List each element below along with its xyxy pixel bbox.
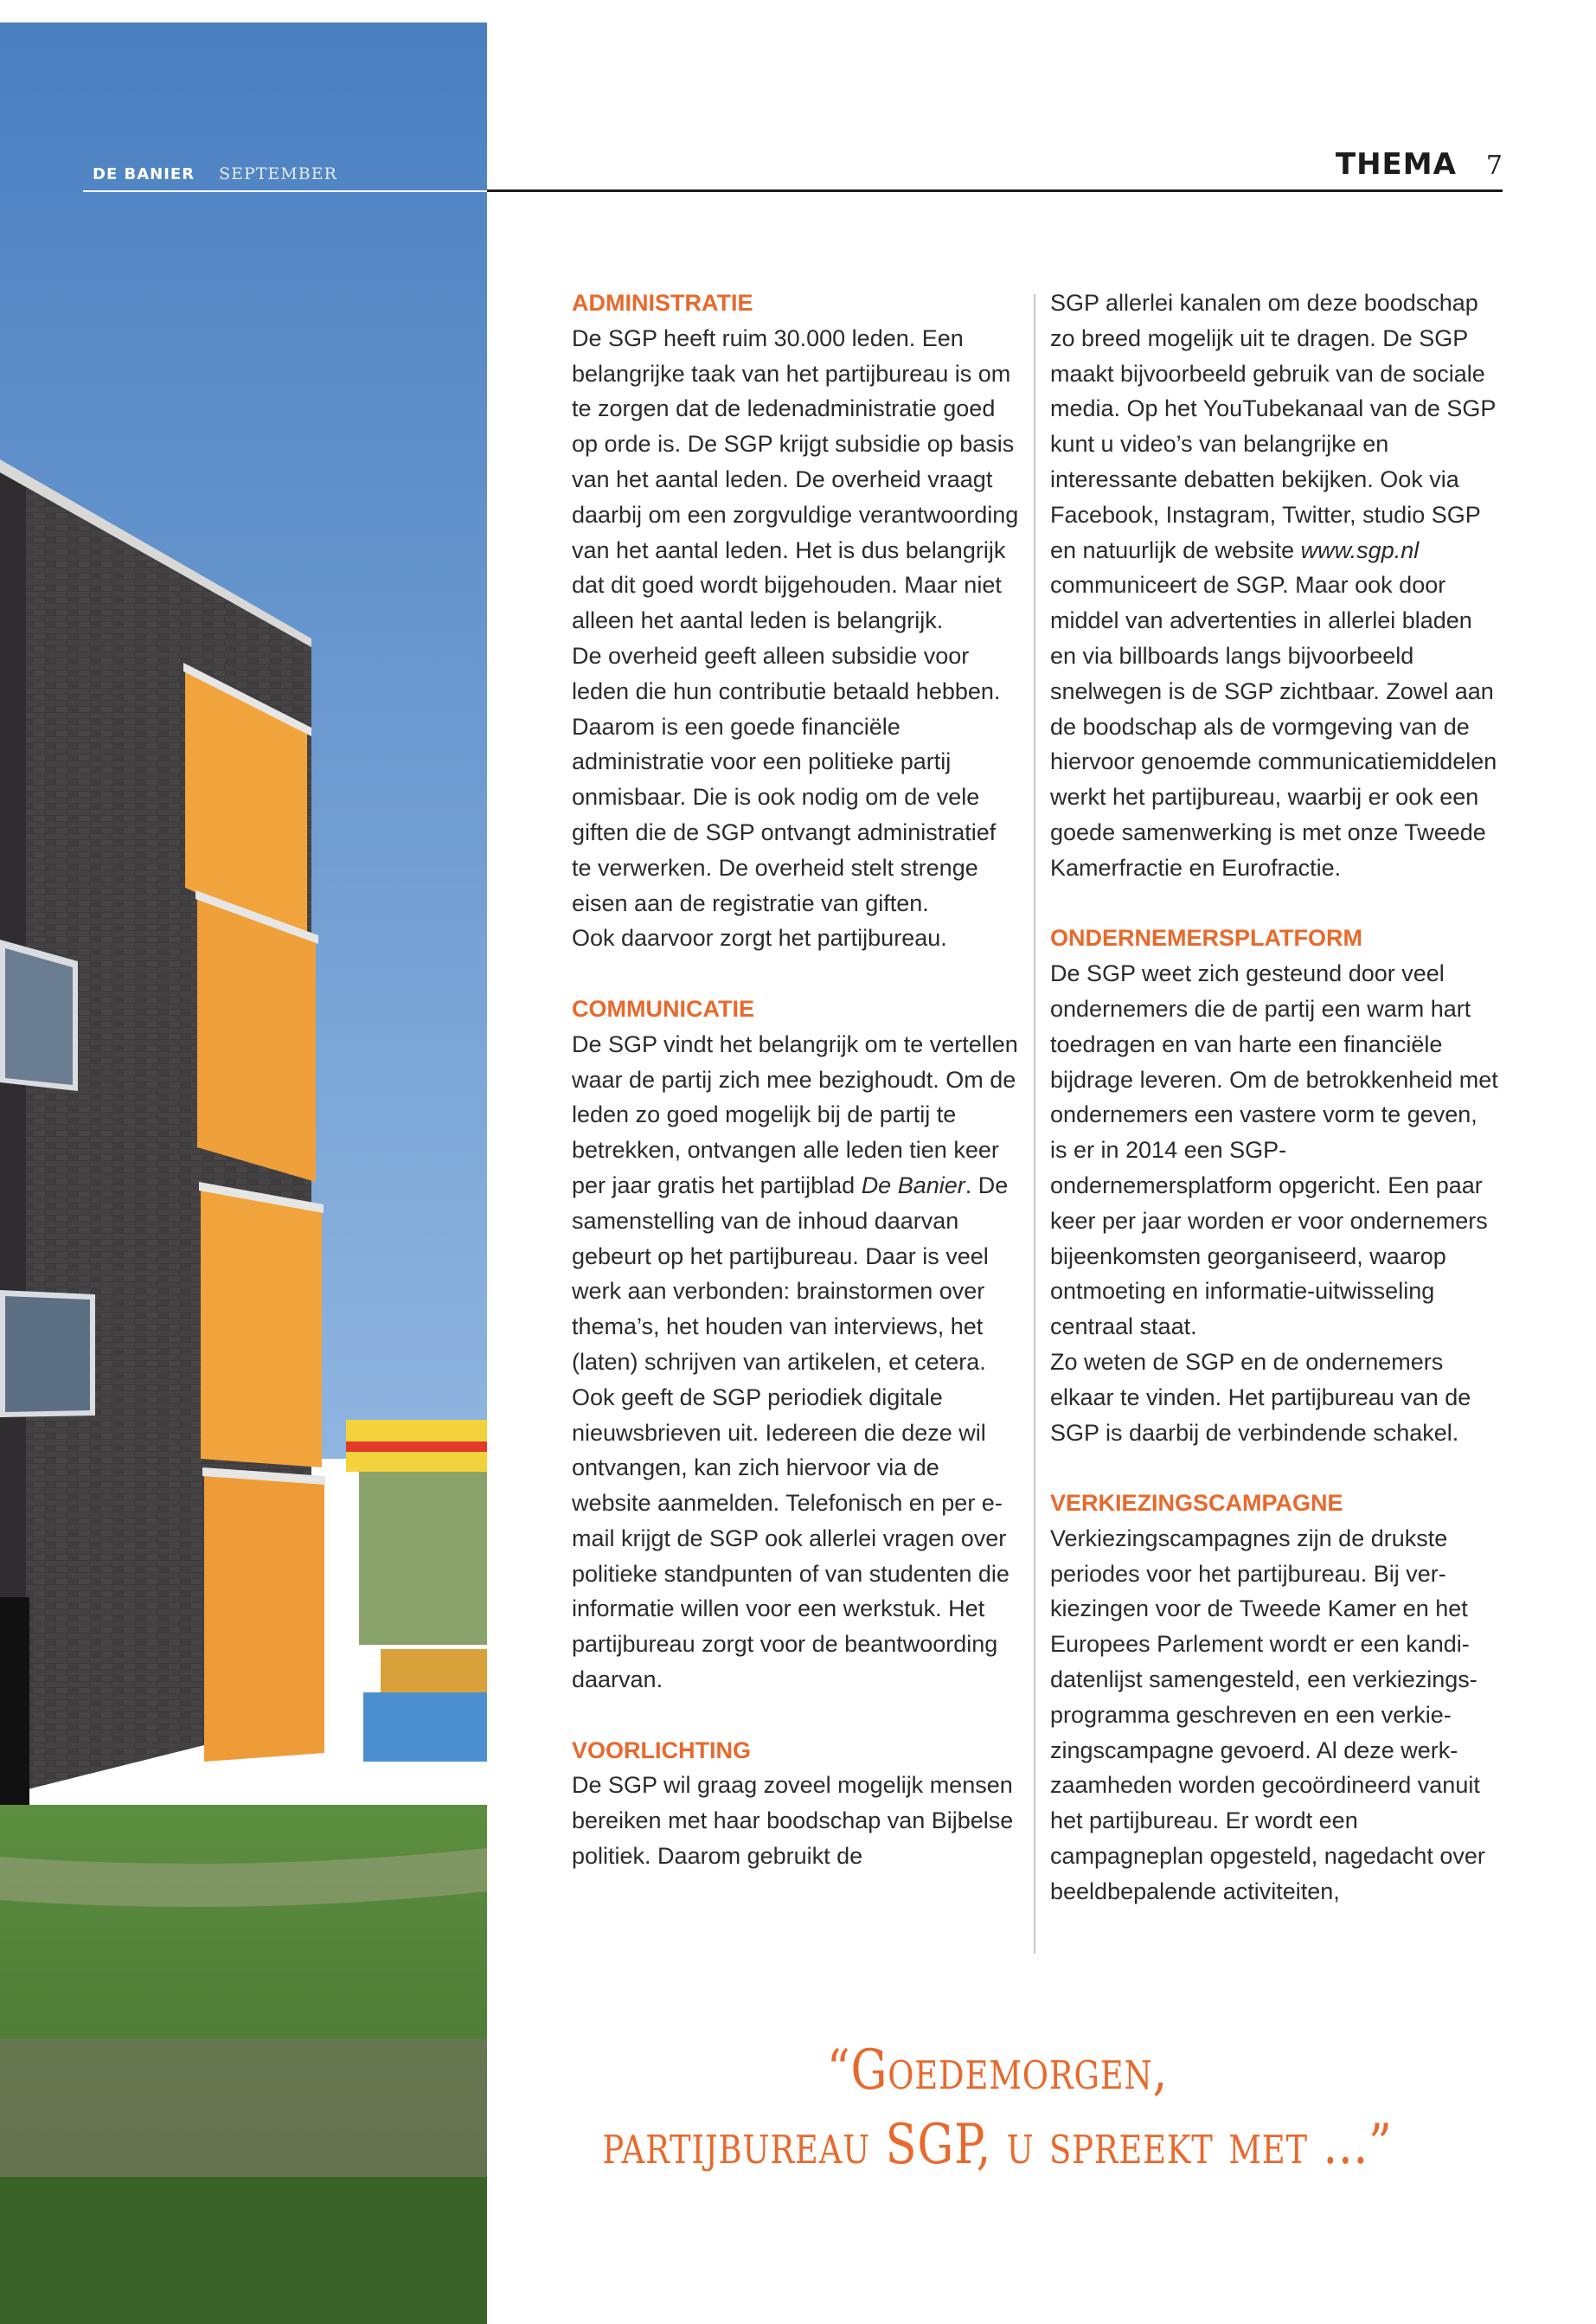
magazine-name: DE BANIER — [93, 164, 195, 183]
article-column-left — [572, 286, 1022, 1874]
section-heading: VOORLICHTING — [572, 1737, 751, 1763]
article-column-right — [1050, 286, 1500, 1910]
website-link[interactable]: www.sgp.nl — [1300, 536, 1420, 563]
header-rule-left — [83, 190, 487, 192]
text-run: . De samenstelling van de inhoud daarvan gebeurt op het partijbureau. Daar is veel werk aan verbonden: brainstormen over thema’s, het houden van interviews, het (laten) schrijven van artikelen, et cetera. Ook geeft de SGP periodiek digitale nieuwsbrieven uit. Iedereen die deze wil ontvangen, kan zich hiervoor via de website aanmelden. Telefonisch en per e-mail krijgt de SGP ook allerlei vragen over politieke standpunten of van studenten die informatie willen voor een werkstuk. Het partijbureau zorgt voor de beantwoording daarvan. — [572, 1172, 1010, 1693]
page-number: 7 — [1485, 151, 1503, 181]
paragraph: Verkiezingscampagnes zijn de drukste periodes voor het partijbureau. Bij ver-kiezingen voor de Tweede Kamer en het Europees Parlement wordt er een kandi-datenlijst samengesteld, een verkiezings-programma geschreven en een verkie-zingscampagne gevoerd. Al deze werk-zaamheden worden gecoördineerd vanuit het partijbureau. Er wordt een campagneplan opgesteld, nagedacht over beeldbepalende activiteiten, — [1050, 1525, 1485, 1904]
paragraph — [1050, 286, 1500, 886]
paragraph: De overheid geeft alleen subsidie voor leden die hun contributie betaald hebben. Daarom is een goede financiële administratie voor een politieke partij onmisbaar. Die is ook nodig om de vele giften die de SGP ontvangt administratief te verwerken. De overheid stelt strenge eisen aan de registratie van giften. — [572, 642, 1001, 916]
pull-quote-line: partijbureau SGP, u spreekt met ...” — [602, 2113, 1393, 2177]
section-label: THEMA — [1335, 147, 1457, 182]
pull-quote-line: “Goedemorgen, — [826, 2038, 1169, 2103]
magazine-title-italic: De Banier — [861, 1172, 965, 1198]
text-run: De SGP vindt het belangrijk om te vertellen waar de partij zich mee bezighoudt. Om de leden zo goed mogelijk bij de partij te betrekken, ontvangen alle leden tien keer per jaar gratis het partijblad — [572, 1030, 1018, 1198]
section-voorlichting — [572, 1733, 1022, 1874]
paragraph: Zo weten de SGP en de ondernemers elkaar te vinden. Het partijbureau van de SGP is daarbij de verbindende schakel. — [1050, 1348, 1471, 1446]
running-header-right — [1336, 147, 1503, 182]
pull-quote — [579, 2033, 1416, 2182]
section-administratie — [572, 286, 1022, 956]
issue-month: SEPTEMBER — [219, 164, 337, 183]
section-heading: COMMUNICATIE — [572, 995, 754, 1022]
section-heading: ONDERNEMERSPLATFORM — [1050, 925, 1362, 952]
section-communicatie — [572, 992, 1022, 1698]
column-divider — [1034, 294, 1035, 1954]
paragraph: Ook daarvoor zorgt het partijbureau. — [572, 925, 947, 952]
paragraph — [572, 1027, 1022, 1698]
section-ondernemersplatform — [1050, 921, 1500, 1450]
header-rule-right — [487, 189, 1503, 192]
section-heading: VERKIEZINGSCAMPAGNE — [1050, 1490, 1343, 1517]
building-photo-illustration — [0, 22, 487, 2324]
section-verkiezingscampagne — [1050, 1486, 1500, 1910]
section-heading: ADMINISTRATIE — [572, 290, 753, 316]
section-voorlichting-continued — [1050, 286, 1500, 886]
paragraph: De SGP wil graag zoveel mogelijk mensen bereiken met haar boodschap van Bijbelse politiek. Daarom gebruikt de — [572, 1772, 1014, 1870]
running-header-left — [93, 161, 337, 187]
cover-photo — [0, 22, 487, 2324]
text-run: communiceert de SGP. Maar ook door middel van advertenties in allerlei bladen en via billboards langs bijvoorbeeld snelwegen is de SGP zichtbaar. Zowel aan de boodschap als de vormgeving van de hiervoor genoemde communicatiemiddelen werkt het partijbureau, waarbij er ook een goede samenwerking is met onze Tweede Kamerfractie en Eurofractie. — [1050, 572, 1497, 881]
paragraph: De SGP heeft ruim 30.000 leden. Een belangrijke taak van het partijbureau is om te zorgen dat de ledenadministratie goed op orde is. De SGP krijgt subsidie op basis van het aantal leden. De overheid vraagt daarbij om een zorgvuldige verantwoording van het aantal leden. Het is dus belangrijk dat dit goed wordt bijgehouden. Maar niet alleen het aantal leden is belangrijk. — [572, 324, 1019, 634]
paragraph: De SGP weet zich gesteund door veel ondernemers die de partij een warm hart toedragen en van harte een financiële bijdrage leveren. Om de betrokkenheid met ondernemers een vastere vorm te geven, is er in 2014 een SGP-ondernemersplatform opgericht. Een paar keer per jaar worden er voor ondernemers bijeenkomsten georganiseerd, waarop ontmoeting en informatie-uitwisseling centraal staat. — [1050, 960, 1498, 1340]
text-run: SGP allerlei kanalen om deze boodschap zo breed mogelijk uit te dragen. De SGP maakt bijvoorbeeld gebruik van de sociale media. Op het YouTubekanaal van de SGP kunt u video’s van belangrijke en interessante debatten bekijken. Ook via Facebook, Instagram, Twitter, studio SGP en natuurlijk de website — [1050, 290, 1496, 563]
